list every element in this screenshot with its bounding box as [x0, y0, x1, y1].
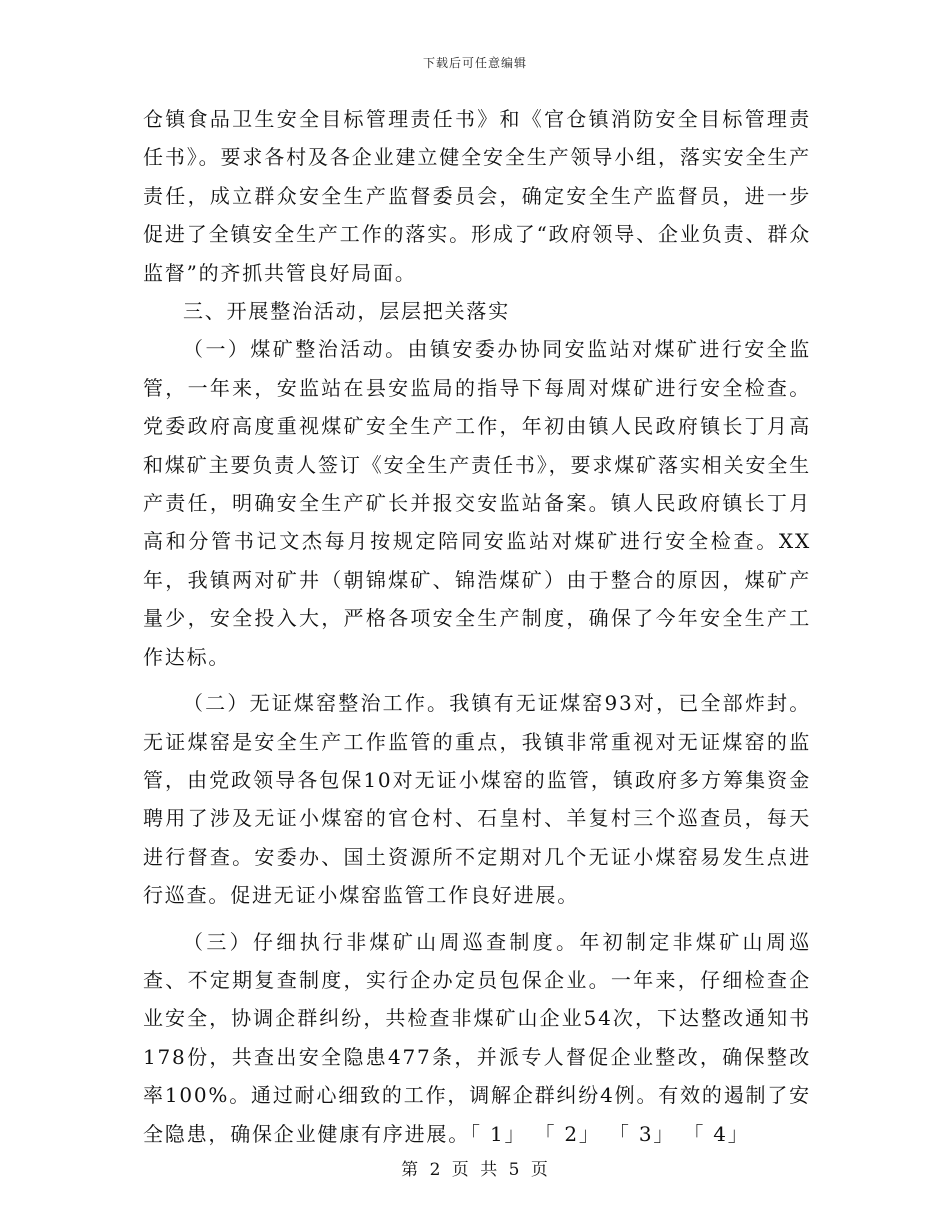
- document-body: [143, 100, 811, 1153]
- page-number: 第 2 页 共 5 页: [401, 1160, 549, 1180]
- section-heading: 三、开展整治活动，层层把关落实: [183, 299, 510, 324]
- paragraph-continuation: 仓镇食品卫生安全目标管理责任书》和《官仓镇消防安全目标管理责任书》。要求各村及各企业建立健全安全生产领导小组，落实安全生产责任，成立群众安全生产监督委员会，确定安全生产监督员，进一步促进了全镇安全生产工作的落实。形成了“政府领导、企业负责、群众监督”的齐抓共管良好局面。: [143, 107, 811, 285]
- paragraph-coal-mine-rectification: （一）煤矿整治活动。由镇安委办协同安监站对煤矿进行安全监管，一年来，安监站在县安监局的指导下每周对煤矿进行安全检查。党委政府高度重视煤矿安全生产工作，年初由镇人民政府镇长丁月高和煤矿主要负责人签订《安全生产责任书》，要求煤矿落实相关安全生产责任，明确安全生产矿长并报交安监站备案。镇人民政府镇长丁月高和分管书记文杰每月按规定陪同安监站对煤矿进行安全检查。XX年，我镇两对矿井（朝锦煤矿、锦浩煤矿）由于整合的原因，煤矿产量少，安全投入大，严格各项安全生产制度，确保了今年安全生产工作达标。: [143, 337, 811, 669]
- paragraph-non-coal-mine-inspection: （三）仔细执行非煤矿山周巡查制度。年初制定非煤矿山周巡查、不定期复查制度，实行企办定员包保企业。一年来，仔细检查企业安全，协调企群纠纷，共检查非煤矿山企业54次，下达整改通知书178份，共查出安全隐患477条，并派专人督促企业整改，确保整改率100%。通过耐心细致的工作，调解企群纠纷4例。有效的遏制了安全隐患，确保企业健康有序进展。「 1」 「 2」 「 3」 「 4」: [143, 929, 811, 1146]
- page-header: 下载后可任意编辑: [422, 56, 527, 70]
- paragraph-unlicensed-kilns: （二）无证煤窑整治工作。我镇有无证煤窑93对，已全部炸封。无证煤窑是安全生产工作监管的重点，我镇非常重视对无证煤窑的监管，由党政领导各包保10对无证小煤窑的监管，镇政府多方筹集资金聘用了涉及无证小煤窑的官仓村、石皇村、羊复村三个巡查员，每天进行督查。安委办、国土资源所不定期对几个无证小煤窑易发生点进行巡查。促进无证小煤窑监管工作良好进展。: [143, 691, 811, 908]
